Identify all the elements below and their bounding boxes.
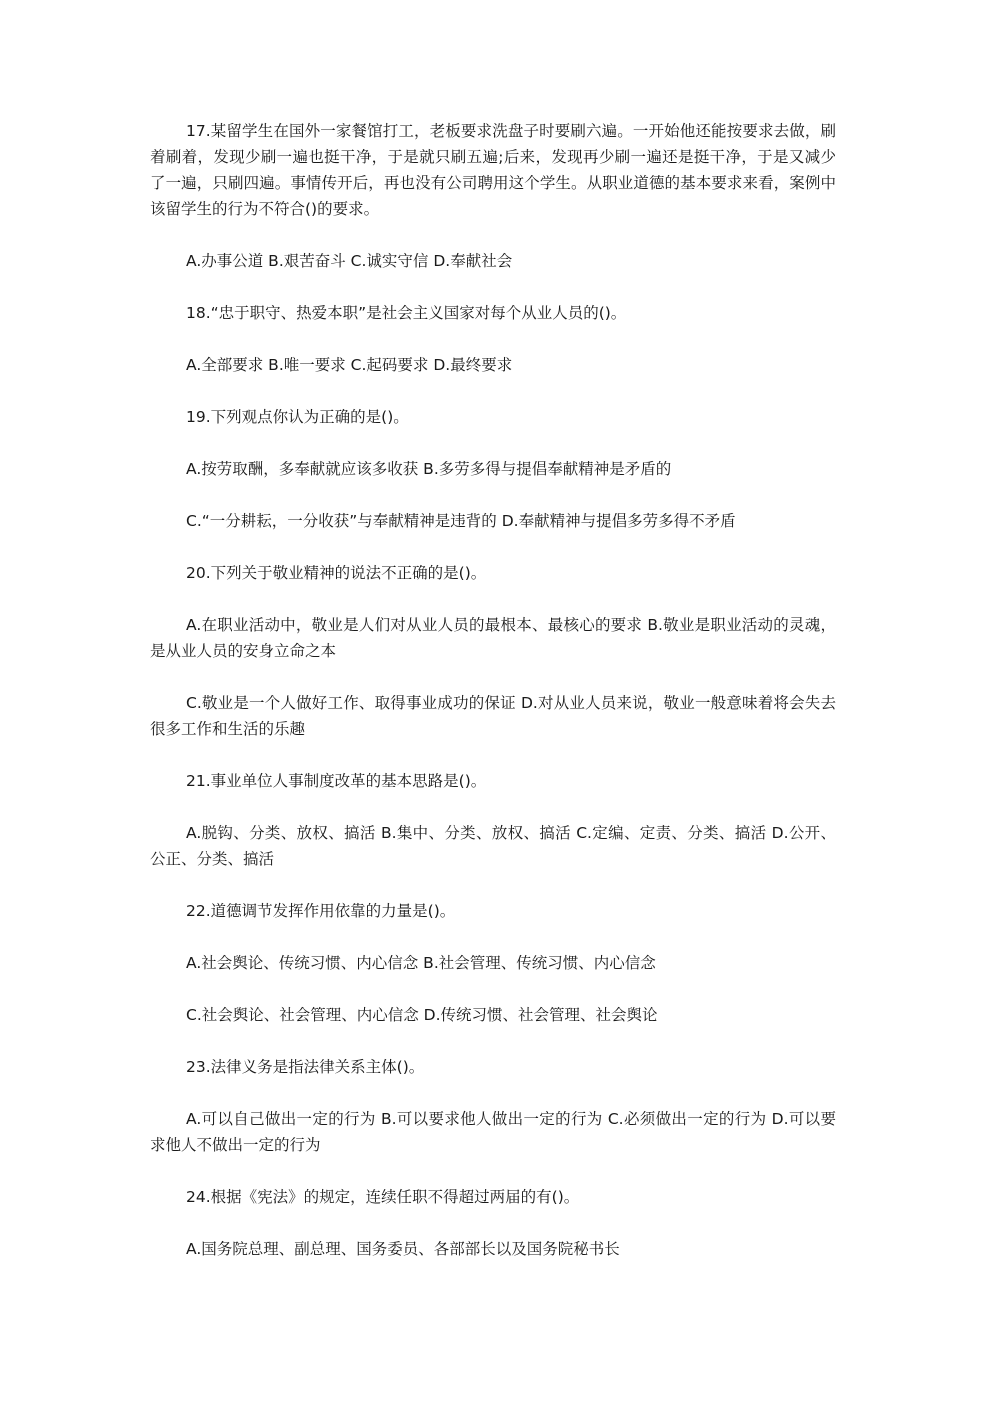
question-20-stem: 20.下列关于敬业精神的说法不正确的是()。	[186, 564, 487, 582]
question-20-options-ab: A.在职业活动中，敬业是人们对从业人员的最根本、最核心的要求 B.敬业是职业活动的灵魂，是从业人员的安身立命之本	[150, 616, 836, 660]
document-page	[150, 118, 836, 1262]
question-19-stem: 19.下列观点你认为正确的是()。	[186, 408, 409, 426]
question-23-stem: 23.法律义务是指法律关系主体()。	[186, 1058, 425, 1076]
question-24-option-a: A.国务院总理、副总理、国务委员、各部部长以及国务院秘书长	[186, 1240, 620, 1258]
question-22-options-ab: A.社会舆论、传统习惯、内心信念 B.社会管理、传统习惯、内心信念	[186, 954, 656, 972]
question-22-options-cd: C.社会舆论、社会管理、内心信念 D.传统习惯、社会管理、社会舆论	[186, 1006, 658, 1024]
question-19-options-ab: A.按劳取酬，多奉献就应该多收获 B.多劳多得与提倡奉献精神是矛盾的	[186, 460, 672, 478]
question-18-stem: 18.“忠于职守、热爱本职”是社会主义国家对每个从业人员的()。	[186, 304, 627, 322]
question-22-stem: 22.道德调节发挥作用依靠的力量是()。	[186, 902, 456, 920]
question-19-options-cd: C.“一分耕耘，一分收获”与奉献精神是违背的 D.奉献精神与提倡多劳多得不矛盾	[186, 512, 736, 530]
question-17-stem: 17.某留学生在国外一家餐馆打工，老板要求洗盘子时要刷六遍。一开始他还能按要求去做，刷着刷着，发现少刷一遍也挺干净，于是就只刷五遍;后来，发现再少刷一遍还是挺干净，于是又减少了一遍，只刷四遍。事情传开后，再也没有公司聘用这个学生。从职业道德的基本要求来看，案例中该留学生的行为不符合()的要求。	[150, 122, 836, 218]
question-24-stem: 24.根据《宪法》的规定，连续任职不得超过两届的有()。	[186, 1188, 580, 1206]
question-23-options: A.可以自己做出一定的行为 B.可以要求他人做出一定的行为 C.必须做出一定的行为 D.可以要求他人不做出一定的行为	[150, 1110, 836, 1154]
question-21-options: A.脱钩、分类、放权、搞活 B.集中、分类、放权、搞活 C.定编、定责、分类、搞活 D.公开、公正、分类、搞活	[150, 824, 836, 868]
question-18-options: A.全部要求 B.唯一要求 C.起码要求 D.最终要求	[186, 356, 513, 374]
question-17-options: A.办事公道 B.艰苦奋斗 C.诚实守信 D.奉献社会	[186, 252, 513, 270]
question-20-options-cd: C.敬业是一个人做好工作、取得事业成功的保证 D.对从业人员来说，敬业一般意味着将会失去很多工作和生活的乐趣	[150, 694, 836, 738]
question-21-stem: 21.事业单位人事制度改革的基本思路是()。	[186, 772, 487, 790]
